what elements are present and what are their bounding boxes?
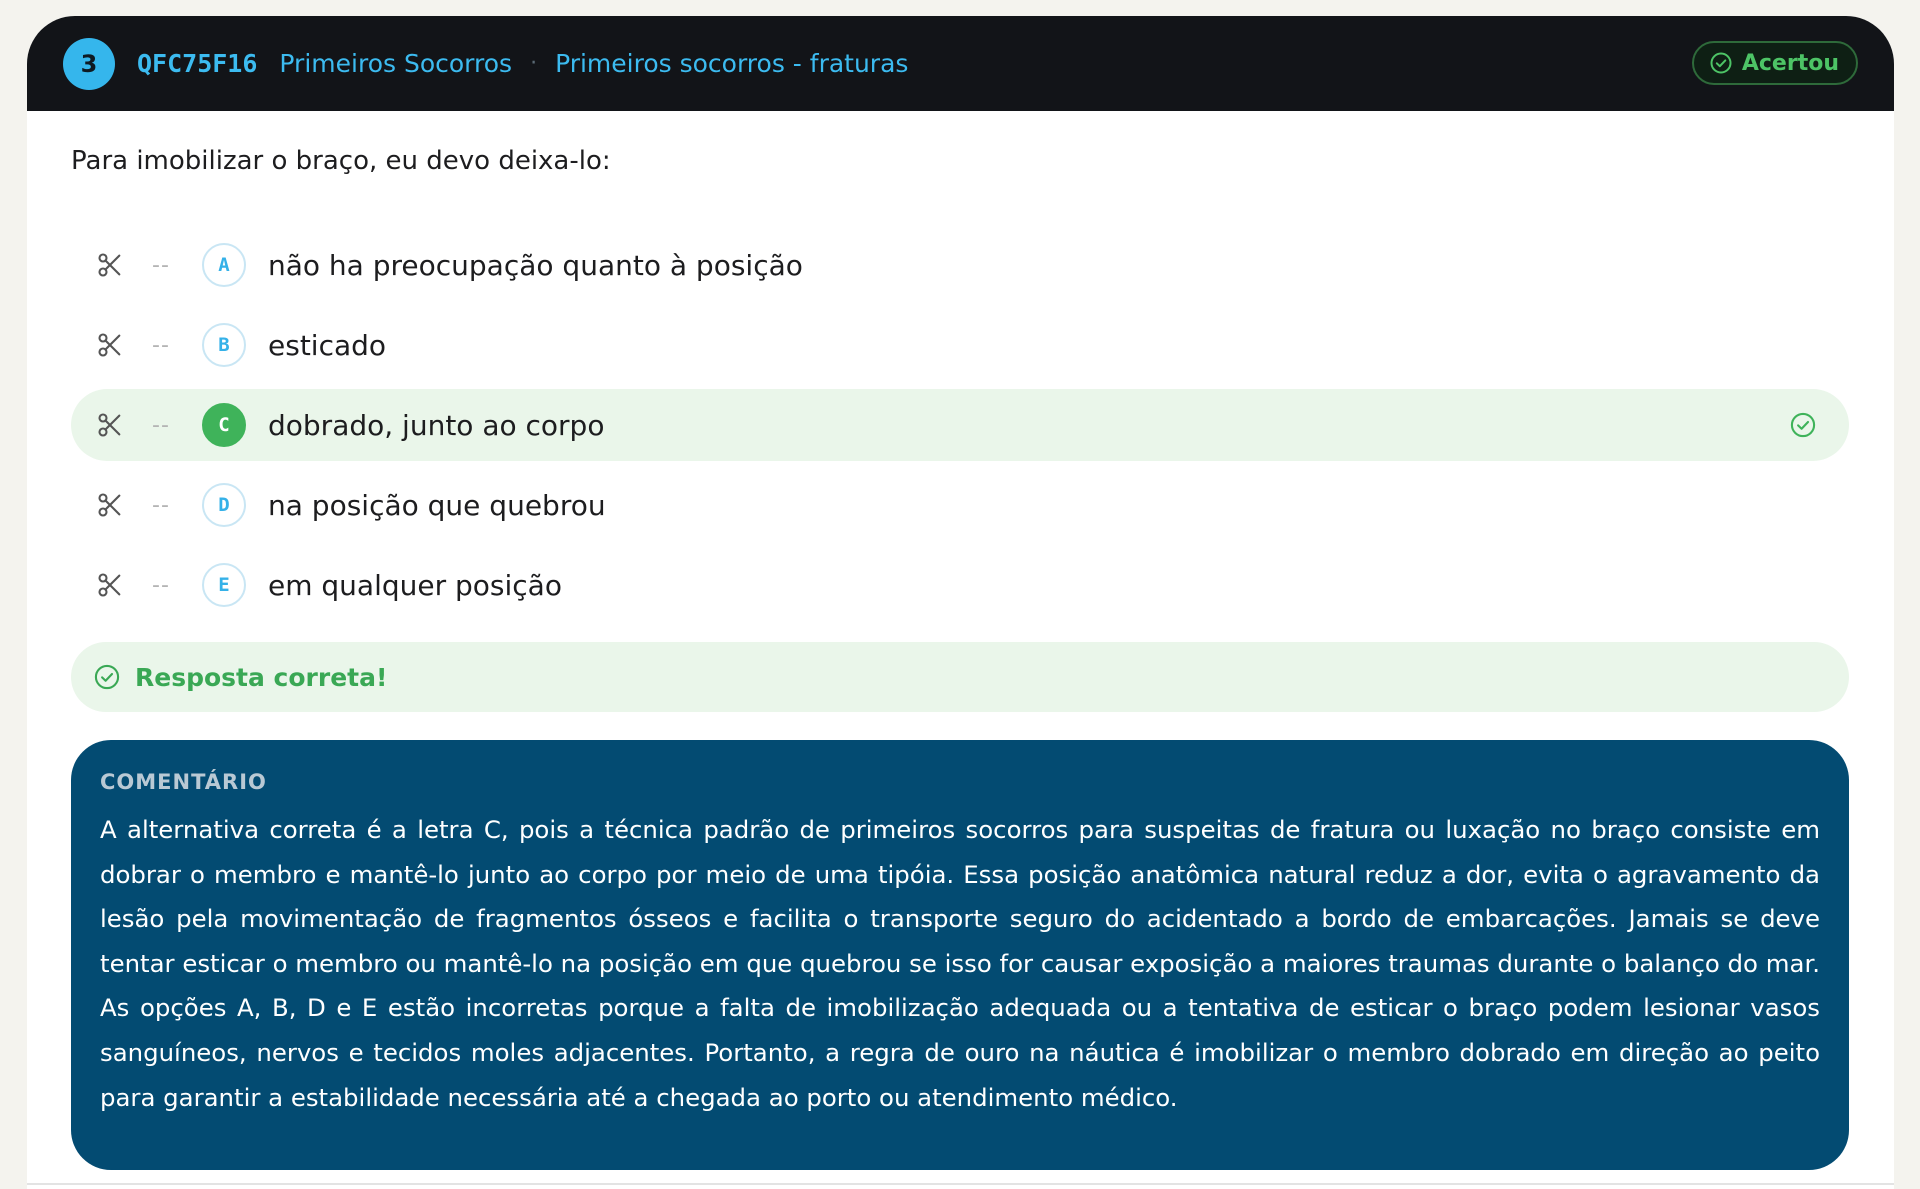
option-text: dobrado, junto ao corpo [268, 408, 605, 442]
scissors-icon[interactable] [95, 410, 125, 440]
option-text: na posição que quebrou [268, 488, 606, 522]
answer-option-b[interactable] [71, 309, 1849, 381]
comment-box [71, 740, 1849, 1170]
question-header [27, 16, 1894, 111]
option-text: em qualquer posição [268, 568, 562, 602]
topic-link[interactable]: Primeiros socorros - fraturas [555, 49, 909, 78]
check-circle-icon [1789, 411, 1817, 439]
question-card [27, 16, 1894, 1189]
divider [27, 1183, 1894, 1185]
option-letter: A [202, 243, 246, 287]
scissors-icon[interactable] [95, 570, 125, 600]
scissors-icon[interactable] [95, 490, 125, 520]
option-letter: D [202, 483, 246, 527]
status-label: Acertou [1741, 50, 1839, 76]
result-text: Resposta correta! [135, 662, 388, 692]
option-text: esticado [268, 328, 387, 362]
answer-option-d[interactable] [71, 469, 1849, 541]
answer-option-e[interactable] [71, 549, 1849, 621]
option-letter: E [202, 563, 246, 607]
comment-title: COMENTÁRIO [100, 770, 267, 794]
option-dash: -- [152, 332, 170, 358]
comment-text: A alternativa correta é a letra C, pois a técnica padrão de primeiros socorros para suspeitas de fratura ou luxação no braço consiste em dobrar o membro e mantê-lo junto ao corpo por meio de uma tipóia. Essa posição anatômica natural reduz a dor, evita o agravamento da lesão pela movimentação de fragmentos ósseos e facilita o transporte seguro do acidentado a bordo de embarcações. Jamais se deve tentar esticar o membro ou mantê-lo na posição em que quebrou se isso for causar exposição a maiores traumas durante o balanço do mar. As opções A, B, D e E estão incorretas porque a falta de imobilização adequada ou a tentativa de esticar o braço podem lesionar vasos sanguíneos, nervos e tecidos moles adjacentes. Portanto, a regra de ouro na náutica é imobilizar o membro dobrado em direção ao peito para garantir a estabilidade necessária até a chegada ao porto ou atendimento médico. [100, 815, 1820, 1112]
option-dash: -- [152, 492, 170, 518]
check-circle-icon [1709, 51, 1733, 75]
options-list [71, 229, 1849, 629]
scissors-icon[interactable] [95, 250, 125, 280]
answer-option-a[interactable] [71, 229, 1849, 301]
question-text: Para imobilizar o braço, eu devo deixa-lo: [71, 146, 611, 176]
subject-link[interactable]: Primeiros Socorros [279, 49, 513, 78]
option-dash: -- [152, 572, 170, 598]
check-circle-icon [93, 663, 121, 691]
option-letter: B [202, 323, 246, 367]
option-dash: -- [152, 252, 170, 278]
scissors-icon[interactable] [95, 330, 125, 360]
option-text: não ha preocupação quanto à posição [268, 248, 803, 282]
option-letter: C [202, 403, 246, 447]
breadcrumb-separator: · [530, 51, 538, 76]
question-number-badge: 3 [63, 38, 115, 90]
question-code[interactable]: QFC75F16 [137, 49, 258, 78]
answer-option-c[interactable] [71, 389, 1849, 461]
option-dash: -- [152, 412, 170, 438]
result-banner [71, 642, 1849, 712]
status-badge [1692, 41, 1858, 85]
